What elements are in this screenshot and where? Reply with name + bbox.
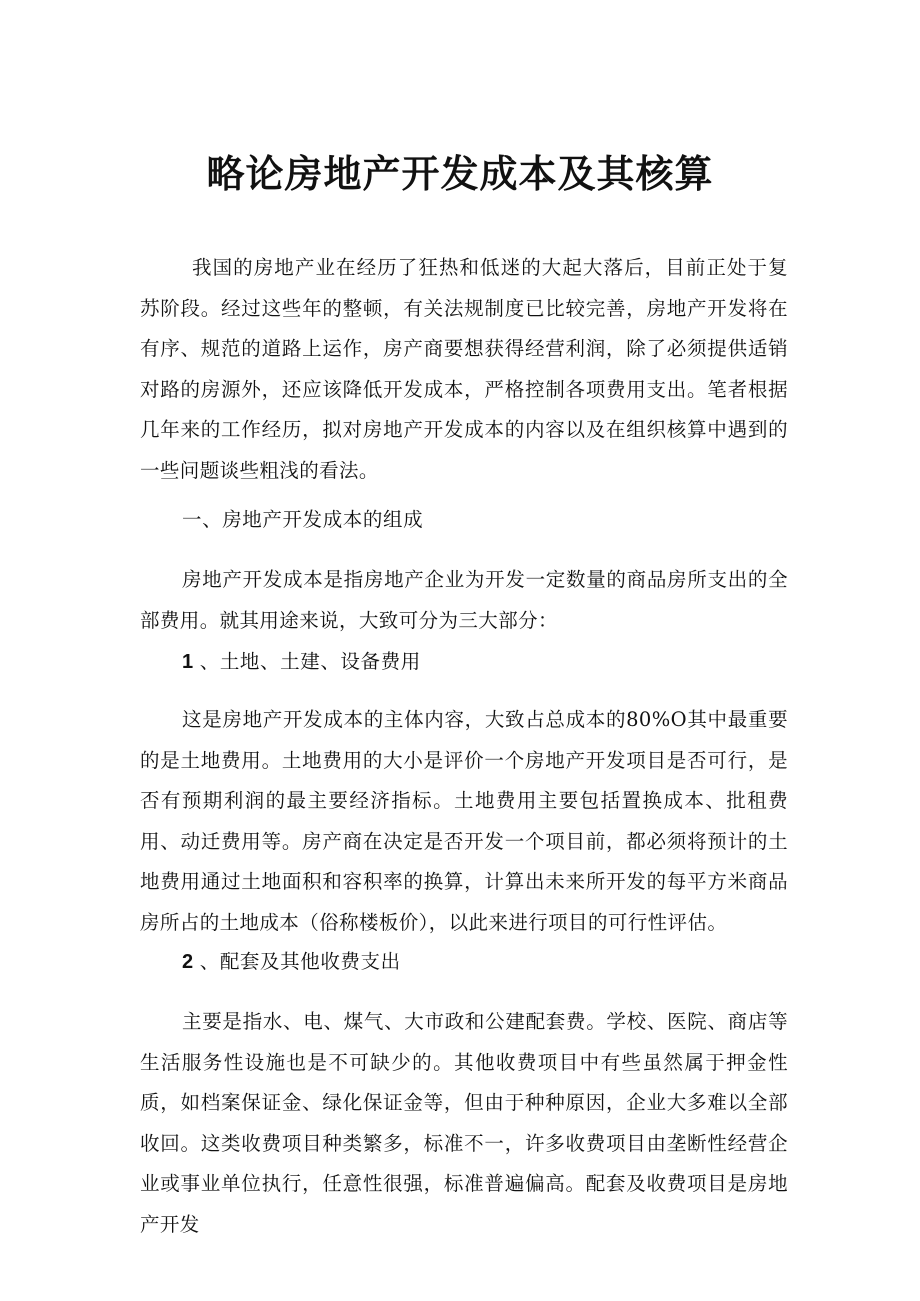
subsection-number: 2 [182,951,194,973]
intro-paragraph: 我国的房地产业在经历了狂热和低迷的大起大落后，目前正处于复苏阶段。经过这些年的整顿，有关法规制度已比较完善，房地产开发将在有序、规范的道路上运作，房产商要想获得经营利润，除了必须提供适销对路的房源外，还应该降低开发成本，严格控制各项费用支出。笔者根据几年来的工作经历，拟对房地产开发成本的内容以及在组织核算中遇到的一些问题谈些粗浅的看法。 [140,256,788,482]
definition-paragraph: 房地产开发成本是指房地产企业为开发一定数量的商品房所支出的全部费用。就其用途来说，大致可分为三大部分： [140,568,788,632]
land-costs-paragraph: 这是房地产开发成本的主体内容，大致占总成本的80%O其中最重要的是土地费用。土地费用的大小是评价一个房地产开发项目是否可行，是否有预期利润的最主要经济指标。土地费用主要包括置换成本、批租费用、动迁费用等。房产商在决定是否开发一个项目前，都必须将预计的土地费用通过土地面积和容积率的换算，计算出未来所开发的每平方米商品房所占的土地成本（俗称楼板价），以此来进行项目的可行性评估。 [140,708,788,934]
subsection-number: 1 [182,651,194,673]
subsection-title: 、土地、土建、设备费用 [199,650,421,673]
subsection-heading-land-costs [182,642,782,682]
document-title: 略论房地产开发成本及其核算 [206,152,714,196]
section-heading-composition: 一、房地产开发成本的组成 [182,508,424,531]
subsection-title: 、配套及其他收费支出 [199,950,401,973]
supporting-fees-paragraph: 主要是指水、电、煤气、大市政和公建配套费。学校、医院、商店等生活服务性设施也是不可缺少的。其他收费项目中有些虽然属于押金性质，如档案保证金、绿化保证金等，但由于种种原因，企业大多难以全部收回。这类收费项目种类繁多，标准不一，许多收费项目由垄断性经营企业或事业单位执行，任意性很强，标准普遍偏高。配套及收费项目是房地产开发 [140,1010,788,1236]
subsection-heading-supporting-fees [182,942,782,982]
